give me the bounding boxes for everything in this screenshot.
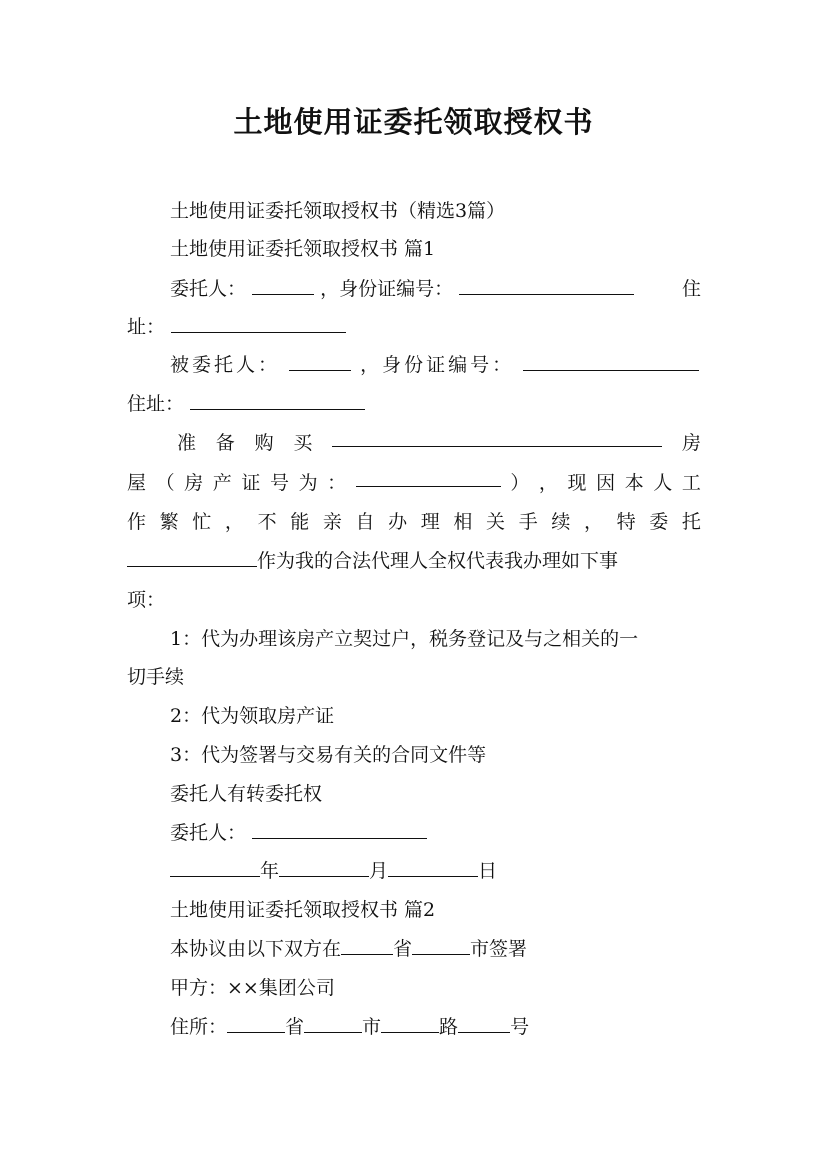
char: 委: [649, 511, 669, 533]
char: 繁: [159, 511, 179, 533]
char: 亲: [322, 511, 342, 533]
subtitle: 土地使用证委托领取授权书（精选3篇）: [170, 200, 506, 222]
article1-heading: 土地使用证委托领取授权书 篇1: [170, 238, 436, 260]
char: ：: [327, 472, 347, 494]
principal-address-line: [127, 308, 701, 346]
char: 因: [596, 472, 616, 494]
char: 产: [212, 472, 232, 494]
buy-char: 购: [254, 432, 274, 454]
party-a: 甲方：××集团公司: [170, 977, 335, 999]
char: 续: [551, 511, 571, 533]
res-number-label: 号: [510, 1016, 530, 1038]
principal-address-blank: [171, 310, 346, 333]
res-city-label: 市: [362, 1016, 382, 1038]
res-road-blank: [381, 1010, 439, 1033]
res-number-blank: [458, 1010, 510, 1033]
certificate-number-blank: [356, 464, 501, 487]
proxy-line: [127, 542, 701, 580]
char: 手: [518, 511, 538, 533]
item-3: 3：代为签署与交易有关的合同文件等: [170, 744, 487, 766]
signature-label: 委托人：: [170, 822, 247, 844]
char: 工: [681, 472, 701, 494]
city-blank: [412, 932, 470, 955]
id-label: ，身份证编号：: [320, 278, 454, 300]
char: 证: [241, 472, 261, 494]
char: 理: [420, 511, 440, 533]
char: 自: [355, 511, 375, 533]
buy-line: [177, 424, 701, 462]
agent-address-blank: [190, 387, 365, 410]
document-title: 土地使用证委托领取授权书: [233, 105, 594, 139]
char: 忙: [192, 511, 212, 533]
char: 为: [298, 472, 318, 494]
res-road-label: 路: [439, 1016, 459, 1038]
province-blank: [341, 932, 393, 955]
article2-heading: 土地使用证委托领取授权书 篇2: [170, 899, 436, 921]
buy-char: 准: [177, 432, 197, 454]
agent-id-label: ，身份证编号：: [360, 354, 515, 376]
agent-address-label: 住址：: [127, 393, 185, 415]
char: （: [155, 472, 175, 494]
res-province-label: 省: [285, 1016, 305, 1038]
agent-address-line: [127, 385, 701, 423]
char: ，: [538, 472, 558, 494]
proxy-name-blank: [127, 544, 257, 567]
proxy-text: 作为我的合法代理人全权代表我办理如下事: [257, 550, 619, 572]
char: 房: [184, 472, 204, 494]
item-2: 2：代为领取房产证: [170, 705, 335, 727]
month-blank: [279, 854, 369, 877]
res-city-blank: [304, 1010, 362, 1033]
year-blank: [170, 854, 260, 877]
agent-line: [170, 346, 701, 384]
buy-char: 买: [293, 432, 313, 454]
month-label: 月: [369, 860, 389, 882]
char: 特: [616, 511, 636, 533]
principal-label-group: [170, 270, 634, 308]
char: 号: [269, 472, 289, 494]
principal-id-blank: [459, 272, 634, 295]
agreement-pre: 本协议由以下双方在: [170, 938, 342, 960]
char: 能: [290, 511, 310, 533]
char: 本: [624, 472, 644, 494]
item-1-line-2: 切手续: [127, 666, 185, 688]
char: 办: [388, 511, 408, 533]
busy-line: [127, 503, 701, 541]
item-1-line-1: 1：代为办理该房产立契过户，税务登记及与之相关的一: [170, 628, 639, 650]
char: 托: [681, 511, 701, 533]
agreement-line: [170, 930, 701, 968]
province-label: 省: [393, 938, 413, 960]
agent-id-blank: [523, 348, 699, 371]
residence-line: [170, 1008, 701, 1046]
house-line: [127, 464, 701, 502]
signature-line: [170, 814, 701, 852]
principal-line: [170, 270, 701, 308]
char: ）: [510, 472, 530, 494]
house-char: 房: [681, 432, 701, 454]
principal-label: 委托人：: [170, 278, 247, 300]
principal-name-blank: [252, 272, 314, 295]
items-label: 项：: [127, 589, 166, 611]
res-province-blank: [227, 1010, 285, 1033]
char: 屋: [127, 472, 147, 494]
year-label: 年: [260, 860, 280, 882]
house-address-blank: [332, 424, 662, 447]
char: 相: [453, 511, 473, 533]
char: 现: [567, 472, 587, 494]
city-sign-label: 市签署: [470, 938, 528, 960]
char: 不: [257, 511, 277, 533]
residence-label: 住所：: [170, 1016, 228, 1038]
transfer-right: 委托人有转委托权: [170, 783, 323, 805]
char: ，: [583, 511, 603, 533]
date-line: [170, 852, 701, 890]
char: 关: [486, 511, 506, 533]
agent-name-blank: [289, 348, 351, 371]
address-end: 住: [681, 278, 701, 300]
char: ，: [224, 511, 244, 533]
day-blank: [388, 854, 478, 877]
char: 作: [127, 511, 147, 533]
buy-char: 备: [215, 432, 235, 454]
day-label: 日: [478, 860, 498, 882]
agent-label: 被委托人：: [170, 354, 281, 376]
address-start: 址：: [127, 316, 166, 338]
signature-blank: [252, 816, 427, 839]
char: 人: [653, 472, 673, 494]
